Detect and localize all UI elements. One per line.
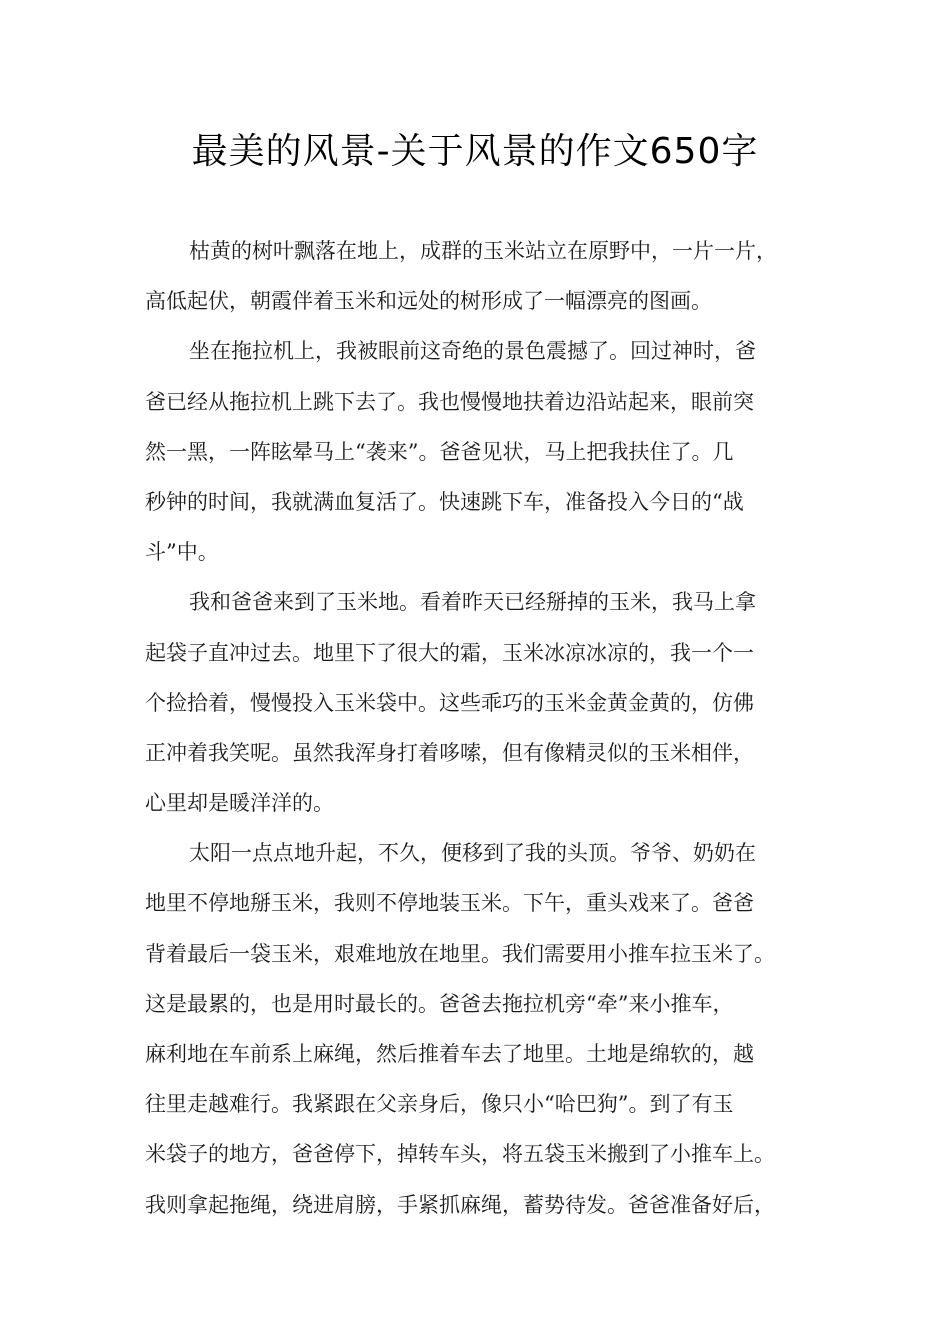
text-line: 地里不停地掰玉米，我则不停地装玉米。下午，重头戏来了。爸爸 bbox=[145, 891, 754, 916]
text-line: 我和爸爸来到了玉米地。看着昨天已经掰掉的玉米，我马上拿 bbox=[189, 590, 756, 615]
text-line: 麻利地在车前系上麻绳，然后推着车去了地里。土地是绵软的，越 bbox=[145, 1042, 754, 1066]
text-line: 秒钟的时间，我就满血复活了。快速跳下车，准备投入今日的“战 bbox=[145, 489, 744, 514]
paragraph bbox=[145, 828, 825, 1230]
text-line: 米袋子的地方，爸爸停下，掉转车头，将五袋玉米搬到了小推车上。 bbox=[145, 1142, 775, 1167]
paragraph bbox=[145, 577, 825, 828]
text-line: 往里走越难行。我紧跟在父亲身后，像只小“哈巴狗”。到了有玉 bbox=[145, 1092, 734, 1117]
text-line: 高低起伏，朝霞伴着玉米和远处的树形成了一幅漂亮的图画。 bbox=[145, 289, 712, 314]
text-line: 这是最累的，也是用时最长的。爸爸去拖拉机旁“牵”来小推车， bbox=[145, 991, 734, 1016]
text-line: 枯黄的树叶飘落在地上，成群的玉米站立在原野中，一片一片， bbox=[189, 239, 777, 263]
document-body bbox=[145, 226, 825, 1230]
text-line: 然一黑，一阵眩晕马上“袭来”。爸爸见状，马上把我扶住了。几 bbox=[145, 439, 734, 464]
text-line: 正冲着我笑呢。虽然我浑身打着哆嗦，但有像精灵似的玉米相伴， bbox=[145, 740, 754, 765]
paragraph bbox=[145, 226, 825, 326]
text-line: 爸已经从拖拉机上跳下去了。我也慢慢地扶着边沿站起来，眼前突 bbox=[145, 389, 754, 414]
text-line: 心里却是暖洋洋的。 bbox=[145, 791, 334, 816]
text-line: 斗”中。 bbox=[145, 540, 219, 565]
text-line: 起袋子直冲过去。地里下了很大的霜，玉米冰凉冰凉的，我一个一 bbox=[145, 640, 754, 665]
text-line: 我则拿起拖绳，绕进肩膀，手紧抓麻绳，蓄势待发。爸爸准备好后， bbox=[145, 1192, 775, 1217]
text-line: 背着最后一袋玉米，艰难地放在地里。我们需要用小推车拉玉米了。 bbox=[145, 941, 775, 966]
paragraph bbox=[145, 326, 825, 577]
text-line: 坐在拖拉机上，我被眼前这奇绝的景色震撼了。回过神时，爸 bbox=[189, 339, 756, 364]
text-line: 个捡拾着，慢慢投入玉米袋中。这些乖巧的玉米金黄金黄的，仿佛 bbox=[145, 690, 754, 715]
document-title: 最美的风景-关于风景的作文650字 bbox=[191, 131, 759, 172]
text-line: 太阳一点点地升起，不久，便移到了我的头顶。爷爷、奶奶在 bbox=[189, 841, 756, 866]
